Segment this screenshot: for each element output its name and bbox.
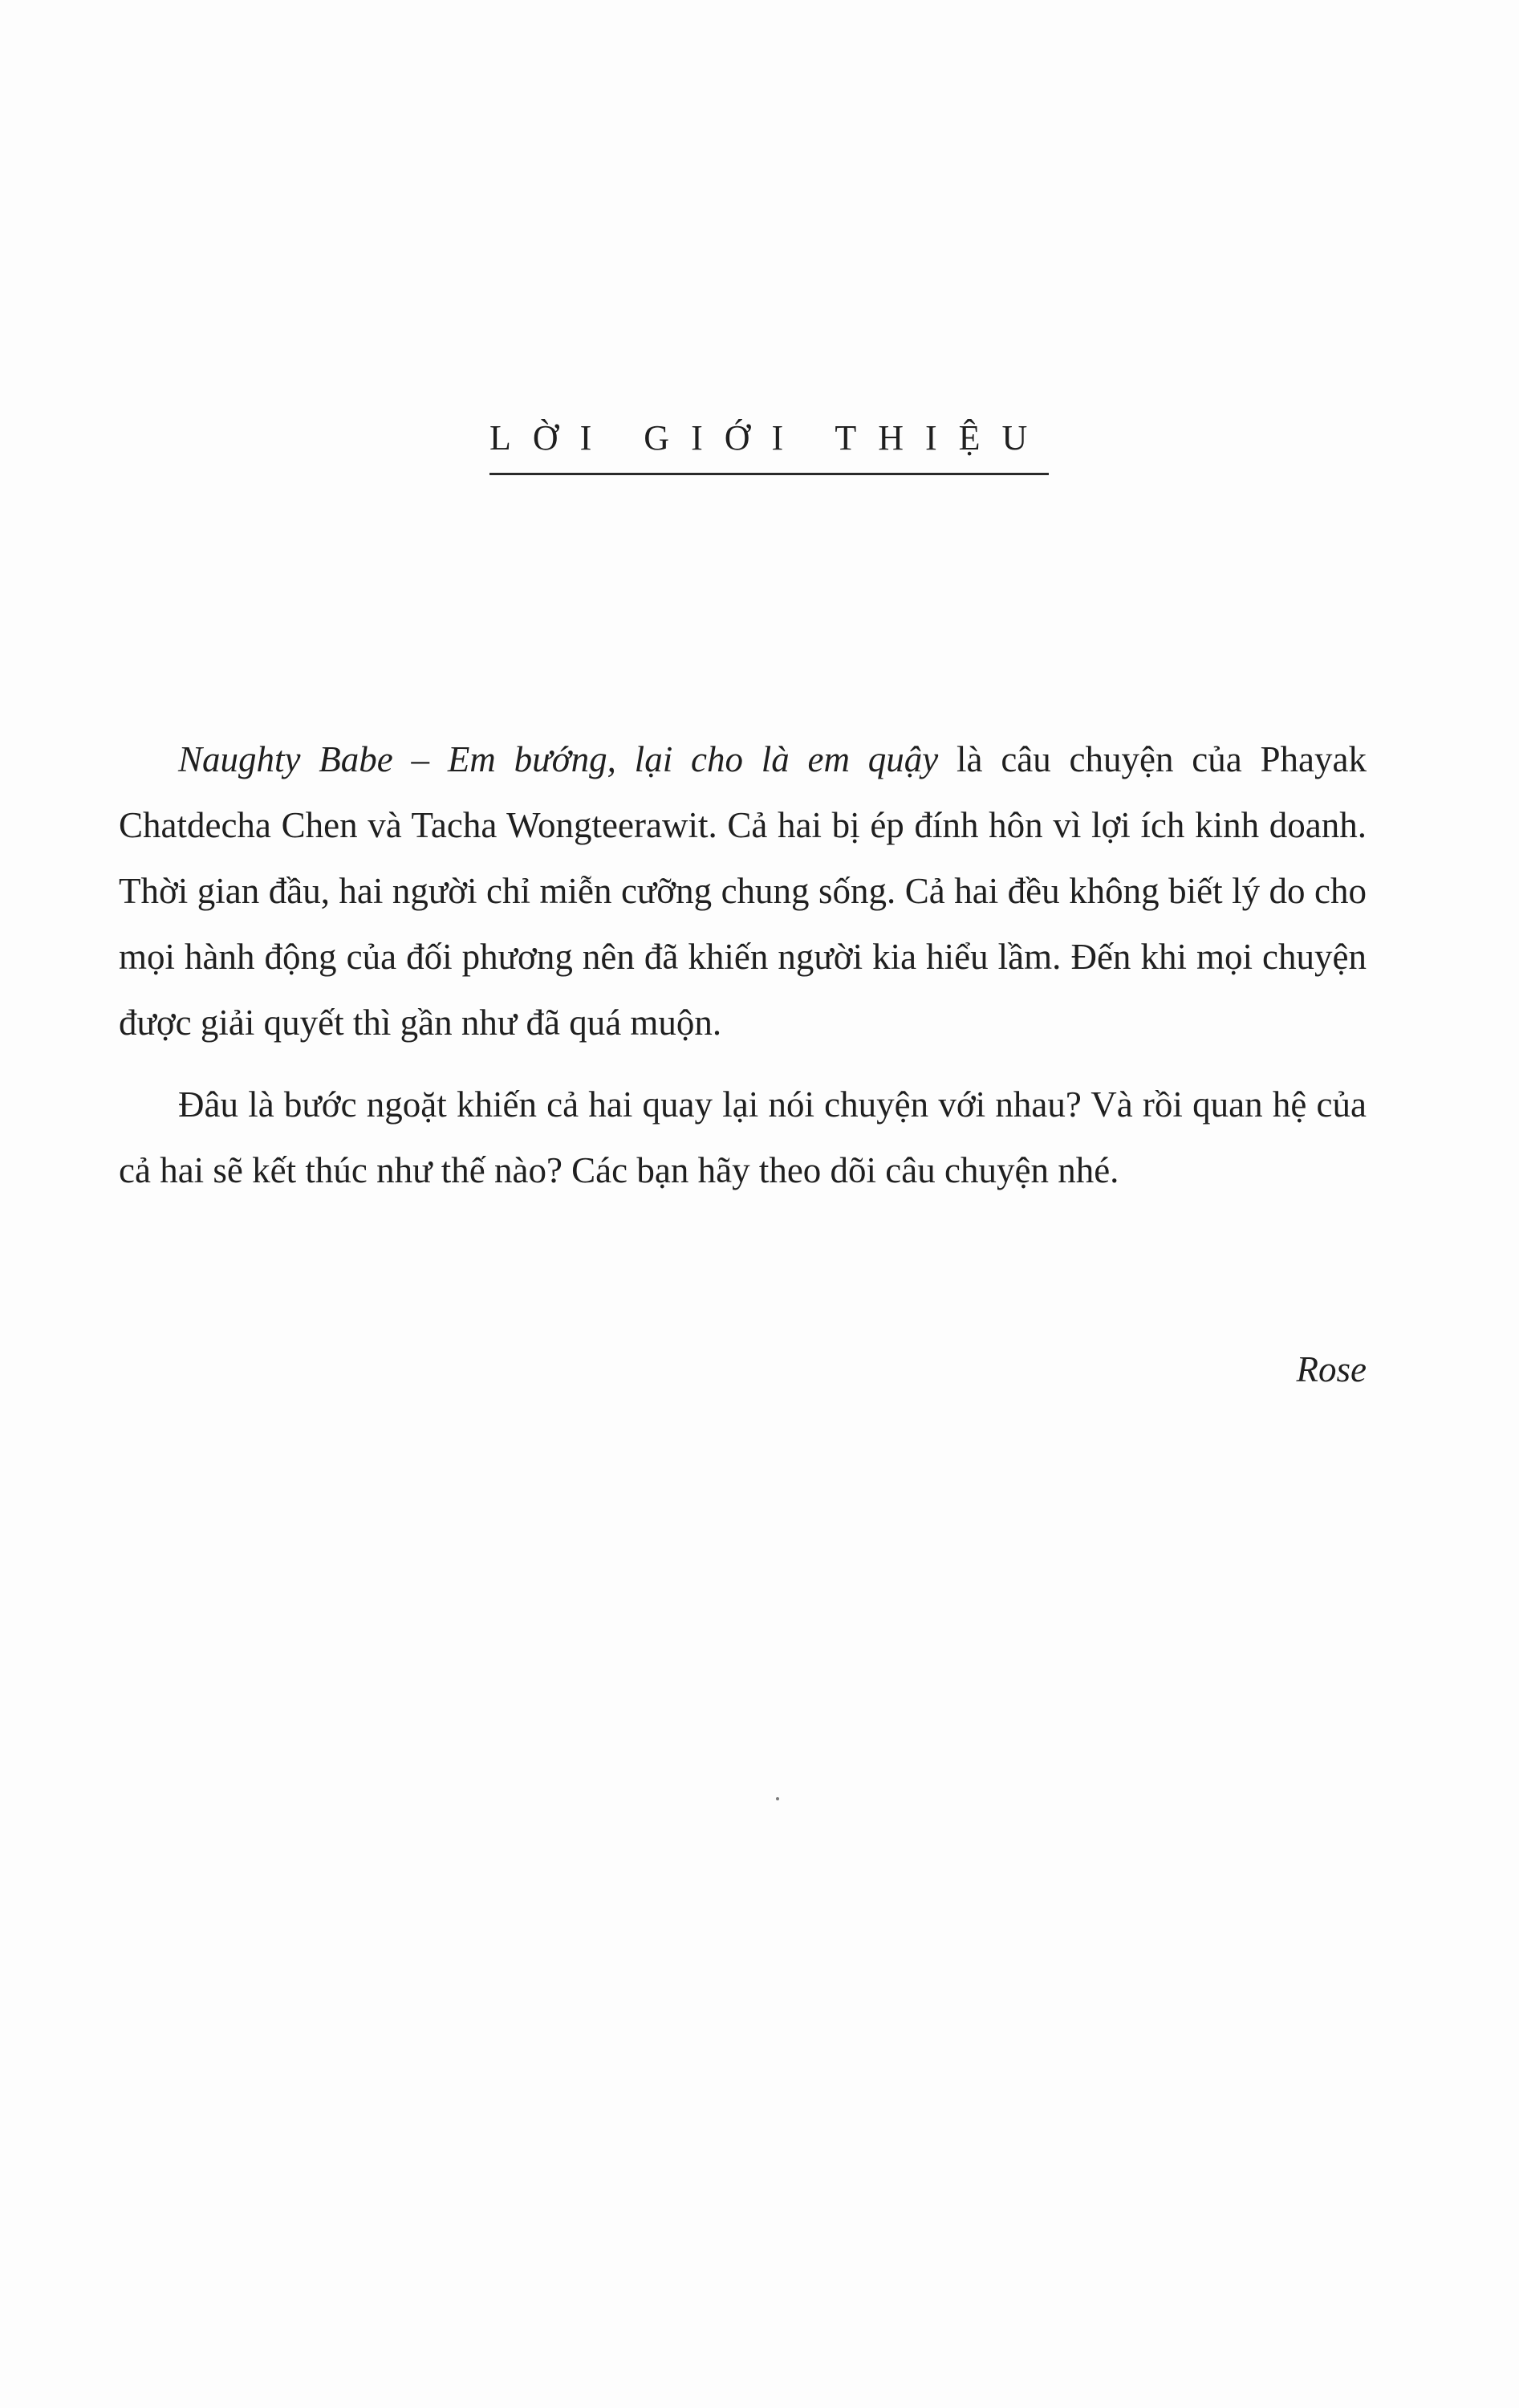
author-signature: Rose bbox=[1296, 1349, 1367, 1389]
page-speck bbox=[776, 1797, 779, 1800]
page-title: LỜI GIỚI THIỆU bbox=[489, 417, 1049, 475]
paragraph-2-text: Đâu là bước ngoặt khiến cả hai quay lại nói chuyện với nhau? Và rồi quan hệ của cả hai sẽ kết thúc như thế nào? Các bạn hãy theo dõi câu chuyện nhé. bbox=[119, 1084, 1367, 1190]
paragraph-2 bbox=[119, 1072, 1367, 1203]
heading-container bbox=[489, 417, 1050, 475]
paragraph-1 bbox=[119, 726, 1367, 1056]
introduction-body bbox=[119, 726, 1367, 1219]
paragraph-1-text: là câu chuyện của Phayak Chatdecha Chen và Tacha Wongteerawit. Cả hai bị ép đính hôn vì lợi ích kinh doanh. Thời gian đầu, hai người chỉ miễn cưỡng chung sống. Cả hai đều không biết lý do cho mọi hành động của đối phương nên đã khiến người kia hiểu lầm. Đến khi mọi chuyện được giải quyết thì gần như đã quá muộn. bbox=[119, 739, 1367, 1043]
book-title: Naughty Babe – Em bướng, lại cho là em quậy bbox=[178, 739, 939, 779]
